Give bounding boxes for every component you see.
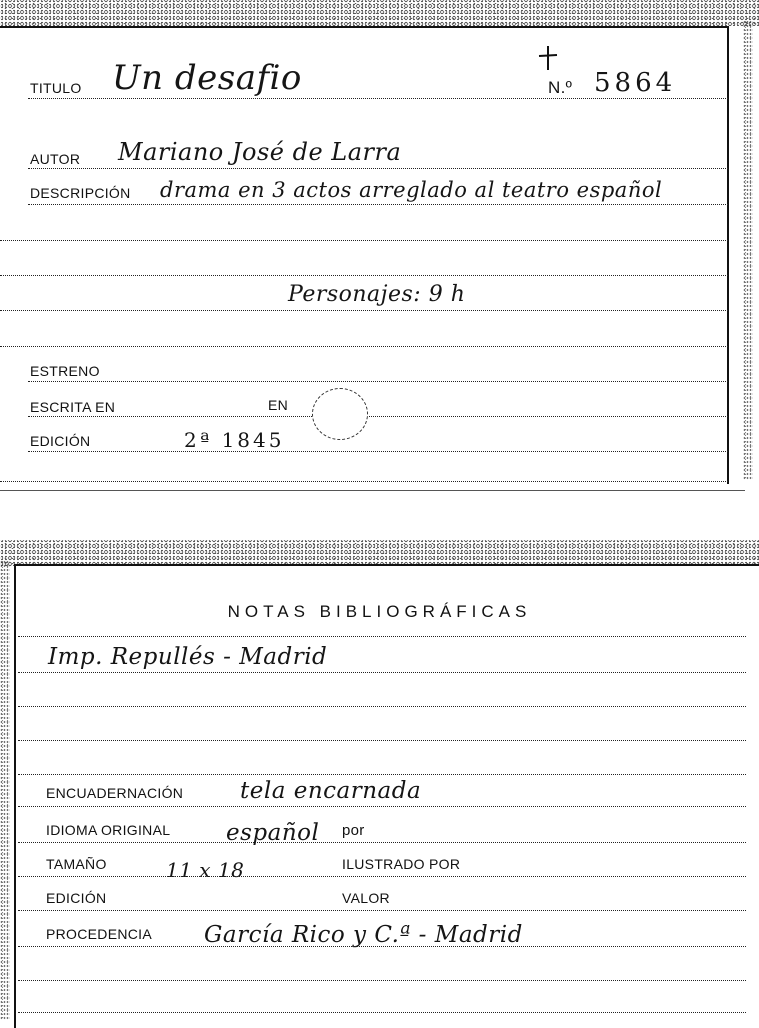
descripcion-line <box>28 204 728 205</box>
blank-line-3 <box>0 310 728 311</box>
descripcion-value: drama en 3 actos arreglado al teatro español <box>160 178 663 202</box>
catalog-card-back <box>0 540 759 1028</box>
encuadernacion-value: tela encarnada <box>240 778 422 804</box>
procedencia-label: PROCEDENCIA <box>46 926 152 942</box>
idioma-original-value: español <box>226 820 320 846</box>
procedencia-value: García Rico y C.ª - Madrid <box>204 922 523 948</box>
edicion-line <box>28 451 728 452</box>
encuadernacion-label: ENCUADERNACIÓN <box>46 785 184 801</box>
cross-mark-icon <box>536 44 560 72</box>
escrita-en-label: ESCRITA EN <box>30 399 116 415</box>
notas-line-1 <box>18 636 746 637</box>
descripcion-label: DESCRIPCIÓN <box>30 185 131 201</box>
card-back-top-border <box>14 564 759 566</box>
idioma-line <box>18 842 746 843</box>
blank-line-2 <box>0 275 728 276</box>
autor-label: AUTOR <box>30 151 81 167</box>
edicion-value: 2ª 1845 <box>184 428 285 452</box>
edicion-back-label: EDICIÓN <box>46 890 107 906</box>
valor-label: VALOR <box>342 890 390 906</box>
back-bottom-line-2 <box>18 1012 746 1013</box>
card-top-border <box>0 26 728 28</box>
titulo-value: Un desafio <box>112 58 302 98</box>
edicion-label: EDICIÓN <box>30 433 91 449</box>
blank-line-1 <box>0 240 728 241</box>
encuadernacion-line <box>18 806 746 807</box>
back-bottom-line-1 <box>18 980 746 981</box>
notas-line-4 <box>18 740 746 741</box>
tamano-value: 11 x 18 <box>166 858 245 882</box>
numero-value: 5864 <box>594 68 677 98</box>
notas-line-2 <box>18 672 746 673</box>
procedencia-line <box>18 946 746 947</box>
scan-noise-top <box>0 0 759 26</box>
scan-noise-right <box>743 20 753 480</box>
por-label: por <box>342 822 365 839</box>
titulo-label: TITULO <box>30 80 82 96</box>
stamp-circle <box>312 388 368 440</box>
blank-line-4 <box>0 346 728 347</box>
scan-noise-left <box>0 560 10 1020</box>
titulo-line <box>28 98 728 99</box>
numero-label: N.º <box>548 78 573 97</box>
personajes-value: Personajes: 9 h <box>288 282 466 307</box>
edicion-back-line <box>18 910 746 911</box>
estreno-label: ESTRENO <box>30 363 100 379</box>
estreno-line <box>28 381 728 382</box>
notas-heading: NOTAS BIBLIOGRÁFICAS <box>227 602 532 621</box>
idioma-original-label: IDIOMA ORIGINAL <box>46 822 171 838</box>
card-bottom-edge <box>0 490 745 491</box>
autor-line <box>28 168 728 169</box>
tamano-label: TAMAÑO <box>46 856 107 872</box>
notas-line-5 <box>18 774 746 775</box>
bottom-line <box>0 481 728 482</box>
en-label: EN <box>268 397 289 413</box>
notas-value: Imp. Repullés - Madrid <box>48 644 328 670</box>
tamano-line <box>18 876 746 877</box>
scan-noise-top-back <box>0 540 759 566</box>
ilustrado-por-label: ILUSTRADO POR <box>342 856 461 872</box>
notas-line-3 <box>18 706 746 707</box>
card-back-left-border <box>14 564 16 1028</box>
escrita-en-line <box>28 416 728 417</box>
catalog-card-front <box>0 0 759 492</box>
autor-value: Mariano José de Larra <box>118 138 402 166</box>
